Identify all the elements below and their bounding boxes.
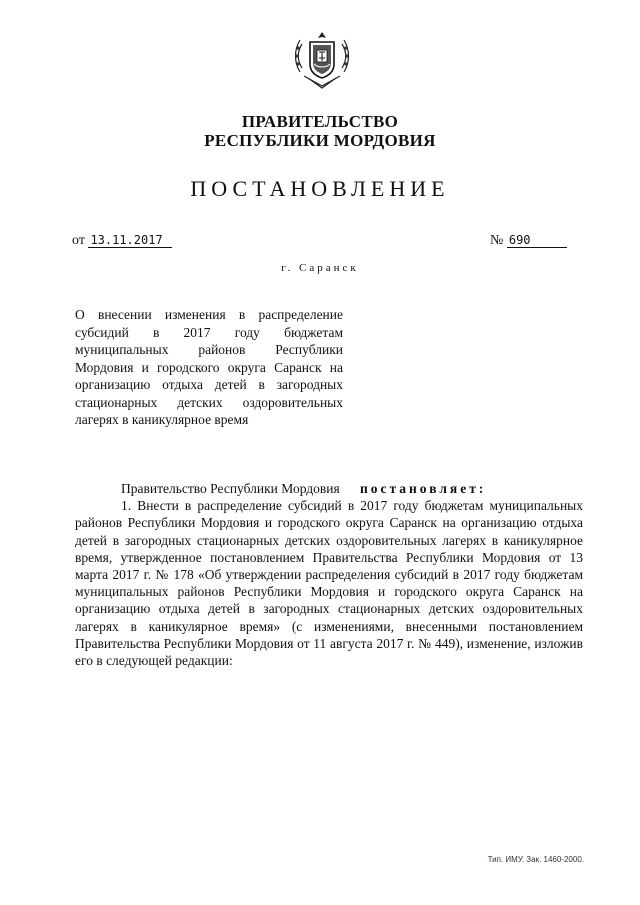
document-number [490, 233, 567, 249]
date-prefix: от [72, 233, 85, 248]
paragraph-1: 1. Внести в распределение субсидий в 2017 году бюджетам муниципальных районов Республики Мордовия и городского округа Саранск на организацию отдыха детей в загородных стационарных детских оздоровительных лагерях в каникулярное время, утвержденное постановлением Правительства Республики Мордовия от 13 марта 2017 г. № 178 «Об утверждении распределения субсидий в 2017 году бюджетам муниципальных районов Республики Мордовия и городского округа Саранск на организацию отдыха детей в загородных стационарных детских оздоровительных лагерях в каникулярное время» (с изменениями, внесенными постановлением Правительства Республики Мордовия от 11 августа 2017 г. № 449), изменение, изложив его в следующей редакции: [75, 498, 583, 669]
print-house-mark: Тип. ИМУ. Зак. 1460-2000. [487, 855, 584, 864]
document-subject: О внесении изменения в распределение субсидий в 2017 году бюджетам муниципальных районов Республики Мордовия и городского округа Саранск на организацию отдыха детей в загородных стационарных детских оздоровительных лагерях в каникулярное время [75, 307, 343, 427]
document-date [72, 233, 172, 249]
org-name-line2: РЕСПУБЛИКИ МОРДОВИЯ [204, 131, 436, 150]
decree-line [75, 480, 583, 497]
number-value: 690 [507, 233, 567, 248]
date-value: 13.11.2017 [88, 233, 172, 248]
org-name-line1: ПРАВИТЕЛЬСТВО [241, 112, 399, 131]
document-type-title: ПОСТАНОВЛЕНИЕ [190, 176, 450, 201]
decree-keyword: постановляет: [359, 481, 487, 496]
document-body [75, 480, 583, 669]
coat-of-arms-of-mordovia-icon [292, 28, 352, 92]
number-prefix: № [490, 233, 504, 248]
decree-subject: Правительство Республики Мордовия [121, 481, 340, 496]
city-line: г. Саранск [281, 262, 359, 274]
